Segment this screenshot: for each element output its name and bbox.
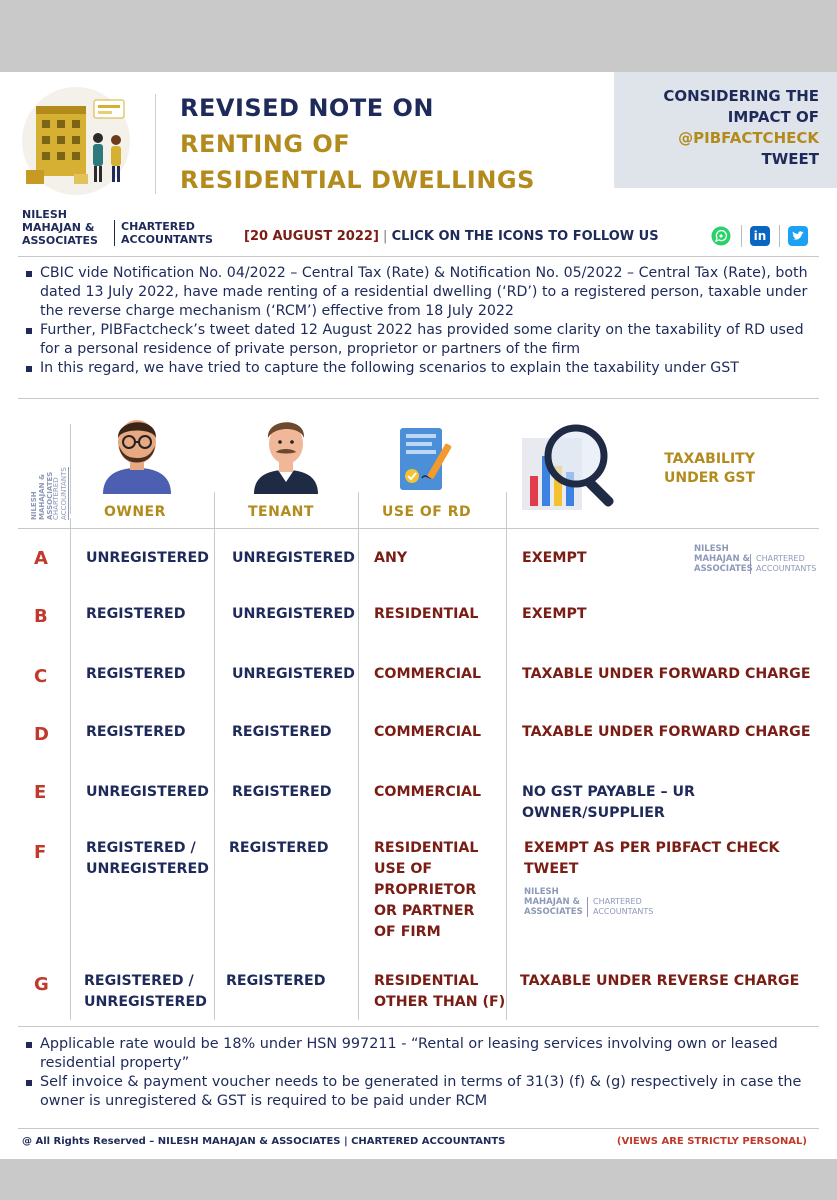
- row-owner-line-1: REGISTERED /: [84, 973, 194, 989]
- row-use: [374, 838, 514, 943]
- closing-bullet: Applicable rate would be 18% under HSN 997211 - “Rental or leasing services involving own or leased residential property”: [26, 1035, 821, 1073]
- impact-line-1: CONSIDERING THE: [663, 87, 819, 105]
- watermark-name-2: MAHAJAN &: [524, 897, 580, 907]
- footer-disclaimer: (VIEWS ARE STRICTLY PERSONAL): [616, 1136, 807, 1147]
- side-logo-ca-2: ACCOUNTANTS: [60, 467, 68, 520]
- column-header-taxability: [664, 450, 755, 488]
- firm-name: [22, 208, 98, 247]
- closing-bullet: Self invoice & payment voucher needs to be generated in terms of 31(3) (f) & (g) respectively in case the owner is unregistered & GST is required to be paid under RCM: [26, 1073, 821, 1111]
- firm-name-line-2: MAHAJAN &: [22, 221, 95, 234]
- divider-table-header: [18, 528, 819, 529]
- watermark-ca-1: CHARTERED: [593, 897, 642, 906]
- row-use: COMMERCIAL: [374, 724, 482, 740]
- row-use-line-3: PROPRIETOR: [374, 882, 477, 898]
- watermark-firm-name: [694, 544, 753, 574]
- row-letter: B: [34, 606, 48, 627]
- side-logo-divider: [70, 424, 71, 514]
- row-taxability: NO GST PAYABLE – UR OWNER/SUPPLIER: [522, 784, 695, 821]
- owner-avatar-icon: [97, 410, 177, 494]
- building-illustration: [16, 86, 136, 196]
- social-separator: [741, 225, 742, 247]
- intro-bullet: CBIC vide Notification No. 04/2022 – Central Tax (Rate) & Notification No. 05/2022 – Central Tax (Rate), both dated 13 July 2022, have made renting of a residential dwelling (‘RD’) to a registered person, taxable under the reverse charge mechanism (‘RCM’) effective from 18 July 2022: [26, 264, 821, 321]
- social-separator: [779, 225, 780, 247]
- divider-table-bottom: [18, 1026, 819, 1027]
- firm-ca-line-1: CHARTERED: [121, 220, 195, 233]
- header-divider: [155, 94, 156, 194]
- row-use: COMMERCIAL: [374, 666, 482, 682]
- row-tenant: REGISTERED: [229, 840, 329, 856]
- row-use-line-5: OF FIRM: [374, 924, 441, 940]
- side-firm-logo: [22, 428, 68, 528]
- follow-label: CLICK ON THE ICONS TO FOLLOW US: [391, 229, 659, 244]
- intro-bullet: Further, PIBFactcheck’s tweet dated 12 August 2022 has provided some clarity on the taxability of RD used for a personal residence of private person, proprietor or partners of the firm: [26, 321, 821, 359]
- document-contract-icon: [398, 424, 452, 496]
- footer-rights: @ All Rights Reserved – NILESH MAHAJAN & ASSOCIATES | CHARTERED ACCOUNTANTS: [22, 1136, 506, 1147]
- row-tenant: UNREGISTERED: [232, 606, 355, 622]
- intro-bullet: In this regard, we have tried to capture the following scenarios to explain the taxability under GST: [26, 359, 821, 378]
- row-letter: E: [34, 782, 47, 803]
- firm-name-line-3: ASSOCIATES: [22, 234, 98, 247]
- title-line-3: RESIDENTIAL DWELLINGS: [180, 166, 535, 194]
- row-taxability: TAXABLE UNDER FORWARD CHARGE: [522, 666, 811, 682]
- side-logo-name-1: NILESH: [30, 491, 38, 520]
- divider-top: [18, 256, 819, 257]
- firm-name-line-1: NILESH: [22, 208, 67, 221]
- row-tenant: UNREGISTERED: [232, 550, 355, 566]
- row-tenant: REGISTERED: [226, 973, 326, 989]
- twitter-icon[interactable]: [788, 226, 808, 246]
- row-tenant: REGISTERED: [232, 784, 332, 800]
- row-owner: UNREGISTERED: [86, 784, 209, 800]
- row-use: ANY: [374, 550, 408, 566]
- document-page: [0, 72, 837, 1159]
- row-use-line-1: RESIDENTIAL: [374, 840, 479, 856]
- column-header-use: USE OF RD: [382, 504, 472, 520]
- divider-intro: [18, 398, 819, 399]
- dateline: [20 AUGUST 2022] | CLICK ON THE ICONS TO FOLLOW US: [244, 229, 659, 244]
- firm-ca-line-2: ACCOUNTANTS: [121, 233, 213, 246]
- row-owner: [84, 971, 212, 1013]
- side-logo-ca-1: CHARTERED: [52, 477, 60, 520]
- row-owner: UNREGISTERED: [86, 550, 209, 566]
- side-logo-name-3: ASSOCIATES: [46, 471, 54, 520]
- row-use-line-4: OR PARTNER: [374, 903, 475, 919]
- row-owner: [86, 838, 214, 880]
- watermark-ca-2: ACCOUNTANTS: [593, 907, 654, 916]
- divider-footer: [18, 1128, 819, 1129]
- column-divider: [358, 492, 359, 1020]
- column-header-taxability-line-1: TAXABILITY: [664, 451, 755, 467]
- firm-chartered-accountants: [114, 220, 213, 246]
- title-line-2: RENTING OF: [180, 130, 351, 158]
- linkedin-icon[interactable]: in: [750, 226, 770, 246]
- watermark-ca-1: CHARTERED: [756, 554, 805, 563]
- watermark-name-1: NILESH: [694, 544, 729, 554]
- side-logo-name-2: MAHAJAN &: [38, 473, 46, 520]
- row-owner-line-2: UNREGISTERED: [84, 994, 207, 1010]
- row-letter: G: [34, 974, 49, 995]
- row-use: COMMERCIAL: [374, 784, 482, 800]
- row-owner: REGISTERED: [86, 724, 186, 740]
- intro-bullets: [26, 264, 821, 378]
- row-taxability: TAXABLE UNDER FORWARD CHARGE: [522, 724, 811, 740]
- watermark-name-1: NILESH: [524, 887, 559, 897]
- watermark-name-3: ASSOCIATES: [524, 907, 583, 917]
- row-tenant: UNREGISTERED: [232, 666, 355, 682]
- watermark-firm-name: [524, 887, 583, 917]
- row-letter: D: [34, 724, 49, 745]
- row-tenant: REGISTERED: [232, 724, 332, 740]
- title-line-1: REVISED NOTE ON: [180, 94, 434, 122]
- watermark-name-3: ASSOCIATES: [694, 564, 753, 574]
- column-header-taxability-line-2: UNDER GST: [664, 470, 756, 486]
- row-use: RESIDENTIAL: [374, 606, 479, 622]
- row-letter: A: [34, 548, 48, 569]
- row-letter: C: [34, 666, 48, 687]
- row-use: [374, 971, 514, 1013]
- row-use-line-2: USE OF: [374, 861, 433, 877]
- column-divider: [214, 492, 215, 1020]
- row-owner-line-1: REGISTERED /: [86, 840, 196, 856]
- row-taxability: TAXABLE UNDER REVERSE CHARGE: [520, 973, 800, 989]
- row-taxability: EXEMPT: [522, 606, 587, 622]
- watermark-name-2: MAHAJAN &: [694, 554, 750, 564]
- column-divider: [70, 518, 71, 1020]
- date-label: [20 AUGUST 2022]: [244, 229, 379, 244]
- row-owner-line-2: UNREGISTERED: [86, 861, 209, 877]
- row-letter: F: [34, 842, 47, 863]
- tenant-avatar-icon: [250, 412, 322, 494]
- column-header-owner: OWNER: [104, 504, 166, 520]
- magnifier-chart-icon: [520, 416, 630, 514]
- row-taxability: EXEMPT AS PER PIBFACT CHECK TWEET: [524, 840, 780, 877]
- impact-line-2: IMPACT OF: [727, 108, 819, 126]
- row-use-line-1: RESIDENTIAL: [374, 973, 479, 989]
- page-title: [180, 90, 535, 198]
- whatsapp-icon[interactable]: [711, 226, 731, 246]
- watermark-firm-ca: [587, 897, 653, 917]
- column-header-tenant: TENANT: [248, 504, 314, 520]
- watermark-ca-2: ACCOUNTANTS: [756, 564, 817, 573]
- closing-bullets: [26, 1035, 821, 1111]
- row-use-line-2: OTHER THAN (F): [374, 994, 506, 1010]
- row-owner: REGISTERED: [86, 666, 186, 682]
- impact-line-3: @PIBFACTCHECK: [678, 129, 819, 147]
- impact-line-4: TWEET: [761, 150, 819, 168]
- row-taxability: EXEMPT: [522, 550, 587, 566]
- impact-box: [614, 72, 837, 188]
- row-owner: REGISTERED: [86, 606, 186, 622]
- watermark-firm-ca: [750, 554, 816, 574]
